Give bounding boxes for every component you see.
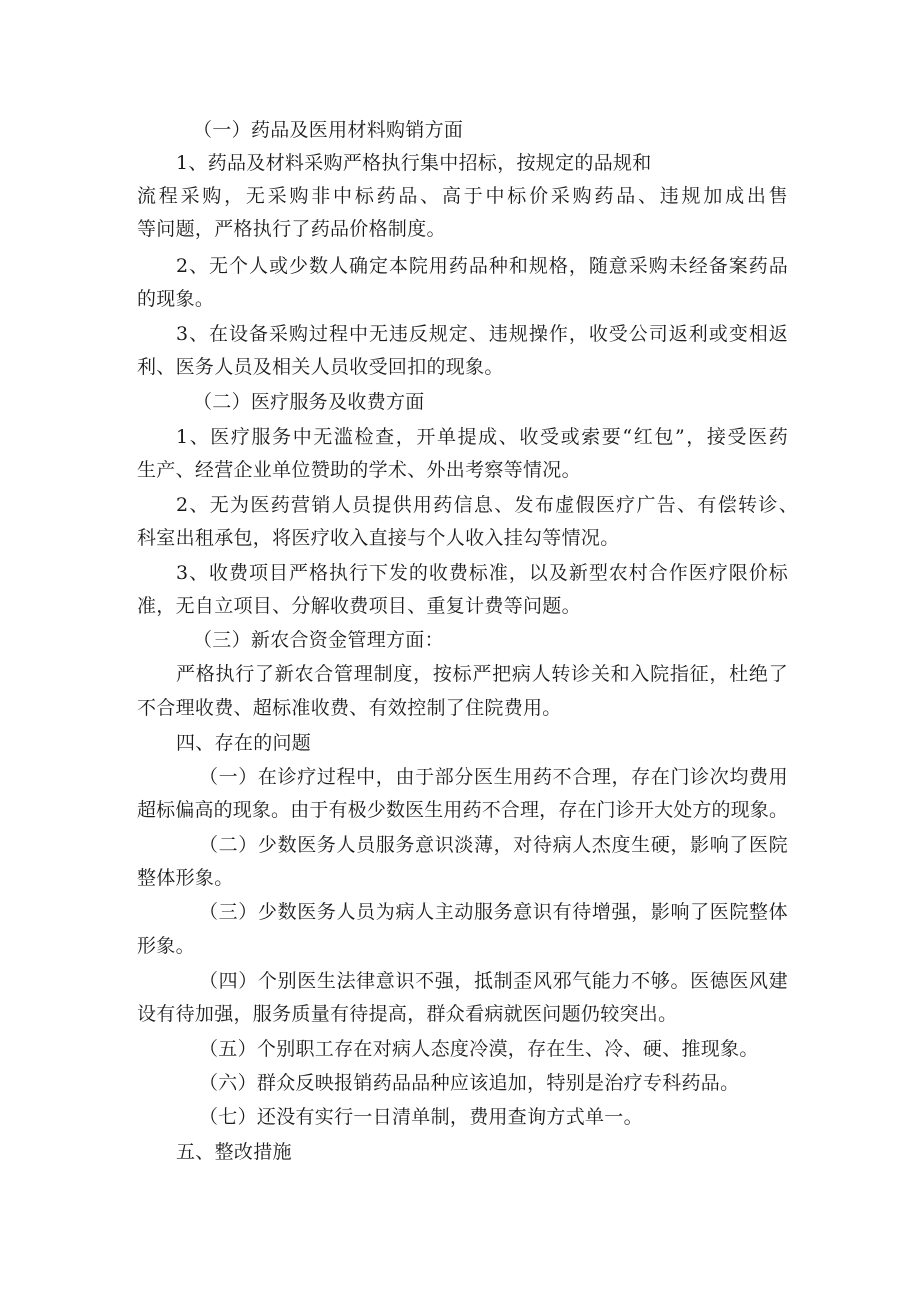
- paragraph-line: 科室出租承包，将医疗收入直接与个人收入挂勾等情况。: [137, 527, 620, 549]
- paragraph-line: （二）少数医务人员服务意识淡薄，对待病人杰度生硬，影响了医院: [199, 834, 788, 856]
- paragraph-line: 形象。: [137, 935, 195, 957]
- section-heading: （二）医疗服务及收费方面: [193, 391, 425, 413]
- section-heading: 四、存在的问题: [176, 732, 312, 754]
- section-heading: （三）新农合资金管理方面：: [193, 629, 444, 651]
- paragraph-line: 不合理收费、超标准收费、有效控制了住院费用。: [137, 697, 562, 719]
- paragraph-line: 1、药品及材料采购严格执行集中招标，按规定的品规和: [176, 152, 652, 174]
- paragraph-line: 3、在设备采购过程中无违反规定、违规操作，收受公司返利或变相返: [176, 323, 788, 345]
- paragraph-line: 生产、经营企业单位赞助的学术、外出考察等情况。: [137, 459, 581, 481]
- paragraph-line: （五）个别职工存在对病人态度冷漠，存在生、冷、硬、推现象。: [199, 1038, 759, 1060]
- paragraph-line: （三）少数医务人员为病人主动服务意识有待增强，影响了医院整体: [199, 901, 788, 923]
- paragraph-line: 1、医疗服务中无滥检查，开单提成、收受或索要“红包”，接受医药: [176, 426, 788, 448]
- section-heading: 五、整改措施: [176, 1141, 292, 1163]
- paragraph-line: 等问题，严格执行了药品价格制度。: [137, 218, 446, 240]
- paragraph-line: 利、医务人员及相关人员收受回扣的现象。: [137, 356, 504, 378]
- paragraph-line: 流程采购，无采购非中标药品、高于中标价采购药品、违规加成出售: [137, 185, 788, 207]
- paragraph-line: （六）群众反映报销药品品种应该追加，特别是治疗专科药品。: [199, 1072, 740, 1094]
- paragraph-line: 3、收费项目严格执行下发的收费标准，以及新型农村合作医疗限价标: [176, 562, 788, 584]
- paragraph-line: （七）还没有实行一日清单制，费用查询方式单一。: [199, 1106, 643, 1128]
- paragraph-line: 的现象。: [137, 288, 215, 310]
- section-heading: （一）药品及医用材料购销方面: [193, 119, 464, 141]
- paragraph-line: （一）在诊疗过程中，由于部分医生用药不合理，存在门诊次均费用: [199, 766, 788, 788]
- paragraph-line: 超标偏高的现象。由于有极少数医生用药不合理，存在门诊开大处方的现象。: [137, 799, 788, 821]
- paragraph-line: 设有待加强，服务质量有待提高，群众看病就医问题仍较突出。: [137, 1003, 678, 1025]
- paragraph-line: 准，无自立项目、分解收费项目、重复计费等问题。: [137, 595, 581, 617]
- paragraph-line: 2、无为医药营销人员提供用药信息、发布虚假医疗广告、有偿转诊、: [176, 494, 798, 516]
- paragraph-line: （四）个别医生法律意识不强，抵制歪风邪气能力不够。医德医风建: [199, 970, 788, 992]
- paragraph-line: 严格执行了新农合管理制度，按标严把病人转诊关和入院指征，杜绝了: [176, 663, 788, 685]
- paragraph-line: 整体形象。: [137, 867, 234, 889]
- paragraph-line: 2、无个人或少数人确定本院用药品种和规格，随意采购未经备案药品: [176, 255, 788, 277]
